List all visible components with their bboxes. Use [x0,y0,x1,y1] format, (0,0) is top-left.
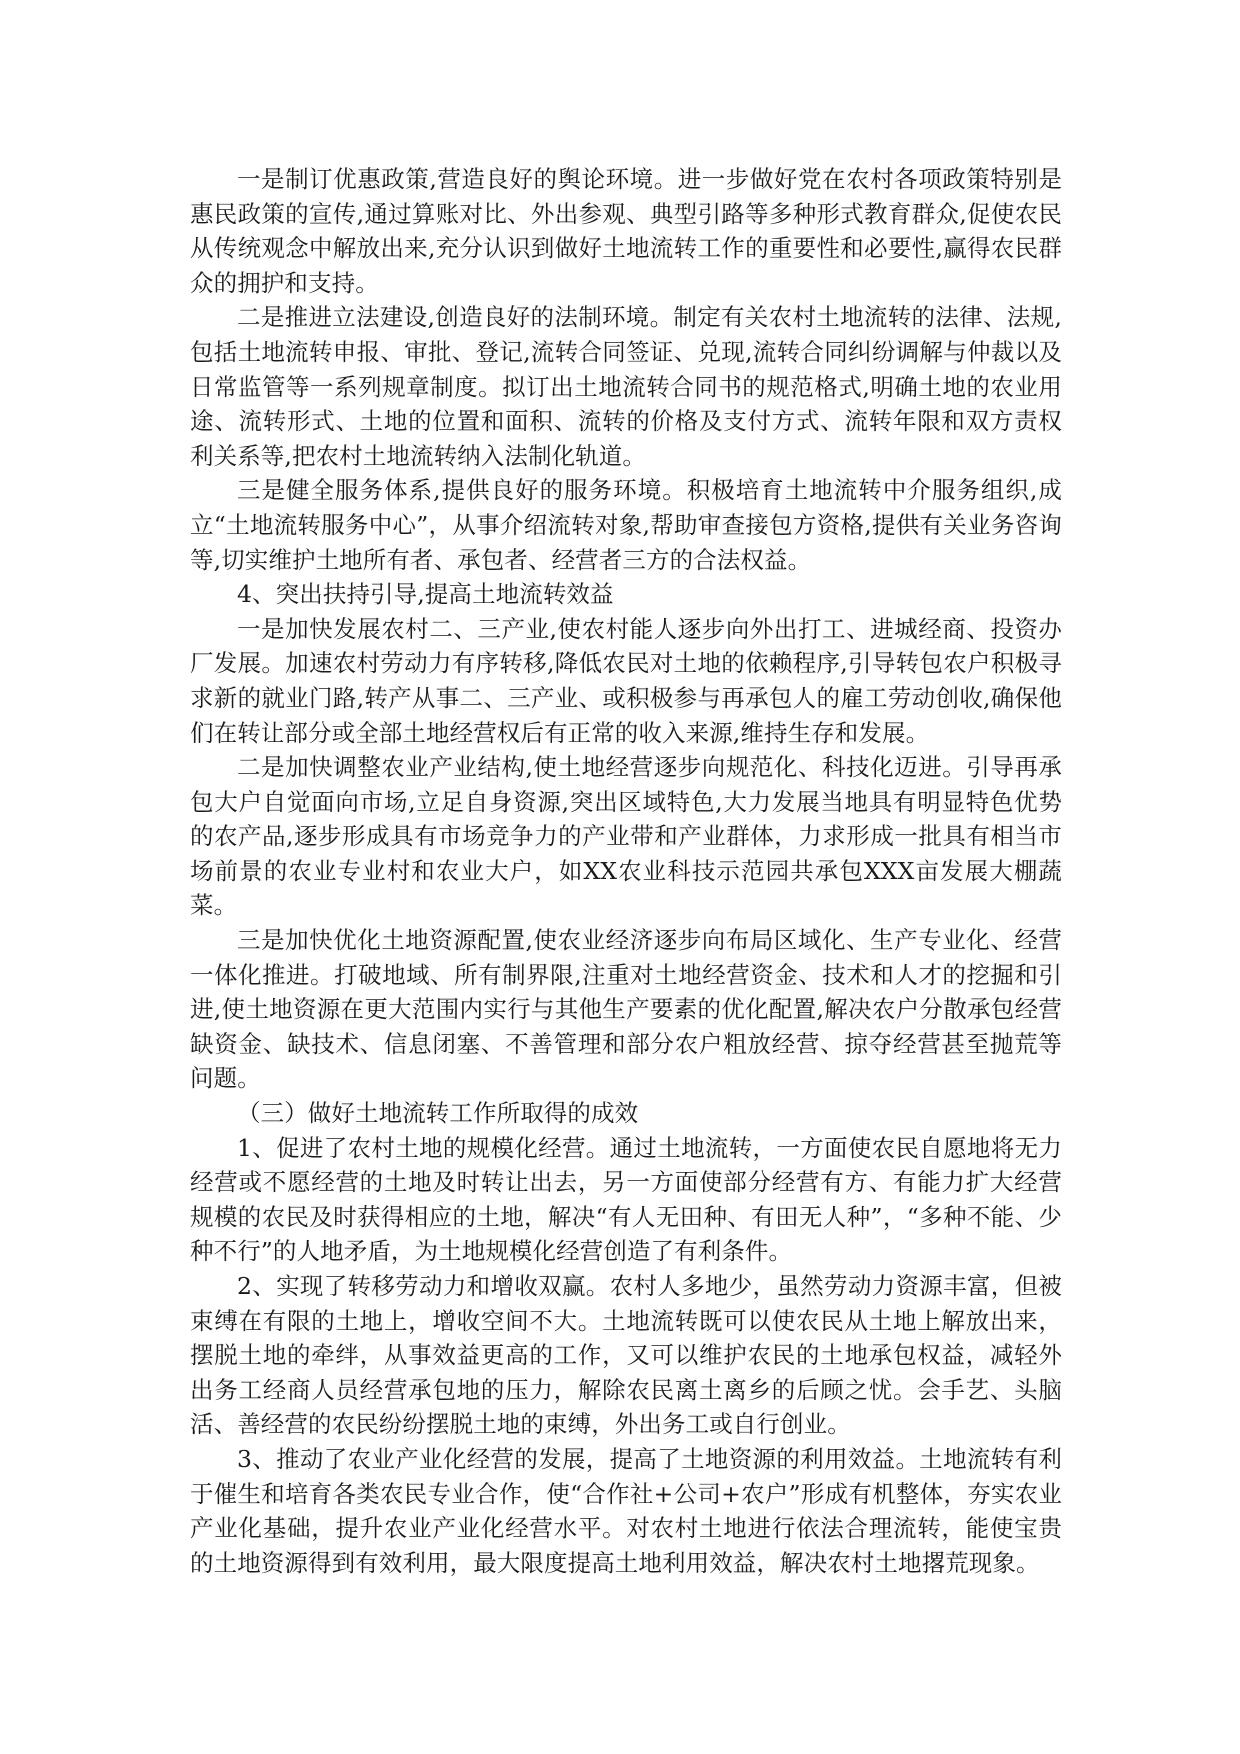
paragraph-9: 1、促进了农村土地的规模化经营。通过土地流转，一方面使农民自愿地将无力经营或不愿经营的土地及时转让出去，另一方面使部分经营有方、有能力扩大经营规模的农民及时获得相应的土地，解决“有人无田种、有田无人种”，“多种不能、少种不行”的人地矛盾，为土地规模化经营创造了有利条件。 [190,1133,1062,1266]
paragraph-11: 3、推动了农业产业化经营的发展，提高了土地资源的利用效益。土地流转有利于催生和培育各类农民专业合作，使“合作社+公司+农户”形成有机整体，夯实农业产业化基础，提升农业产业化经营水平。对农村土地进行依法合理流转，能使宝贵的土地资源得到有效利用，最大限度提高土地利用效益，解决农村土地撂荒现象。 [190,1444,1062,1577]
paragraph-3: 三是健全服务体系,提供良好的服务环境。积极培育土地流转中介服务组织,成立“土地流转服务中心”，从事介绍流转对象,帮助审查接包方资格,提供有关业务咨询等,切实维护土地所有者、承包者、经营者三方的合法权益。 [190,476,1062,574]
paragraph-10: 2、实现了转移劳动力和增收双赢。农村人多地少，虽然劳动力资源丰富，但被束缚在有限的土地上，增收空间不大。土地流转既可以使农民从土地上解放出来，摆脱土地的牵绊，从事效益更高的工作，又可以维护农民的土地承包权益，减轻外出务工经商人员经营承包地的压力，解除农民离土离乡的后顾之忧。会手艺、头脑活、善经营的农民纷纷摆脱土地的束缚，外出务工或自行创业。 [190,1272,1062,1439]
section-heading-results: （三）做好土地流转工作所取得的成效 [237,1099,639,1128]
document-body [190,162,1062,1580]
paragraph-1: 一是制订优惠政策,营造良好的舆论环境。进一步做好党在农村各项政策特别是惠民政策的宣传,通过算账对比、外出参观、典型引路等多种形式教育群众,促使农民从传统观念中解放出来,充分认识到做好土地流转工作的重要性和必要性,赢得农民群众的拥护和支持。 [190,165,1062,297]
paragraph-6: 二是加快调整农业产业结构,使土地经营逐步向规范化、科技化迈进。引导再承包大户自觉面向市场,立足自身资源,突出区域特色,大力发展当地具有明显特色优势的农产品,逐步形成具有市场竞争力的产业带和产业群体，力求形成一批具有相当市场前景的农业专业村和农业大户，如XX农业科技示范园共承包XXX亩发展大棚蔬菜。 [190,753,1062,920]
paragraph-5: 一是加快发展农村二、三产业,使农村能人逐步向外出打工、进城经商、投资办厂发展。加速农村劳动力有序转移,降低农民对土地的依赖程序,引导转包农户积极寻求新的就业门路,转产从事二、三产业、或积极参与再承包人的雇工劳动创收,确保他们在转让部分或全部土地经营权后有正常的收入来源,维持生存和发展。 [190,614,1062,747]
section-heading-4: 4、突出扶持引导,提高土地流转效益 [237,580,614,609]
paragraph-2: 二是推进立法建设,创造良好的法制环境。制定有关农村土地流转的法律、法规,包括土地流转申报、审批、登记,流转合同签证、兑现,流转合同纠纷调解与仲裁以及日常监管等一系列规章制度。拟订出土地流转合同书的规范格式,明确土地的农业用途、流转形式、土地的位置和面积、流转的价格及支付方式、流转年限和双方责权利关系等,把农村土地流转纳入法制化轨道。 [190,303,1062,470]
paragraph-7: 三是加快优化土地资源配置,使农业经济逐步向布局区域化、生产专业化、经营一体化推进。打破地域、所有制界限,注重对土地经营资金、技术和人才的挖掘和引进,使土地资源在更大范围内实行与其他生产要素的优化配置,解决农户分散承包经营缺资金、缺技术、信息闭塞、不善管理和部分农户粗放经营、掠夺经营甚至抛荒等问题。 [190,926,1062,1093]
